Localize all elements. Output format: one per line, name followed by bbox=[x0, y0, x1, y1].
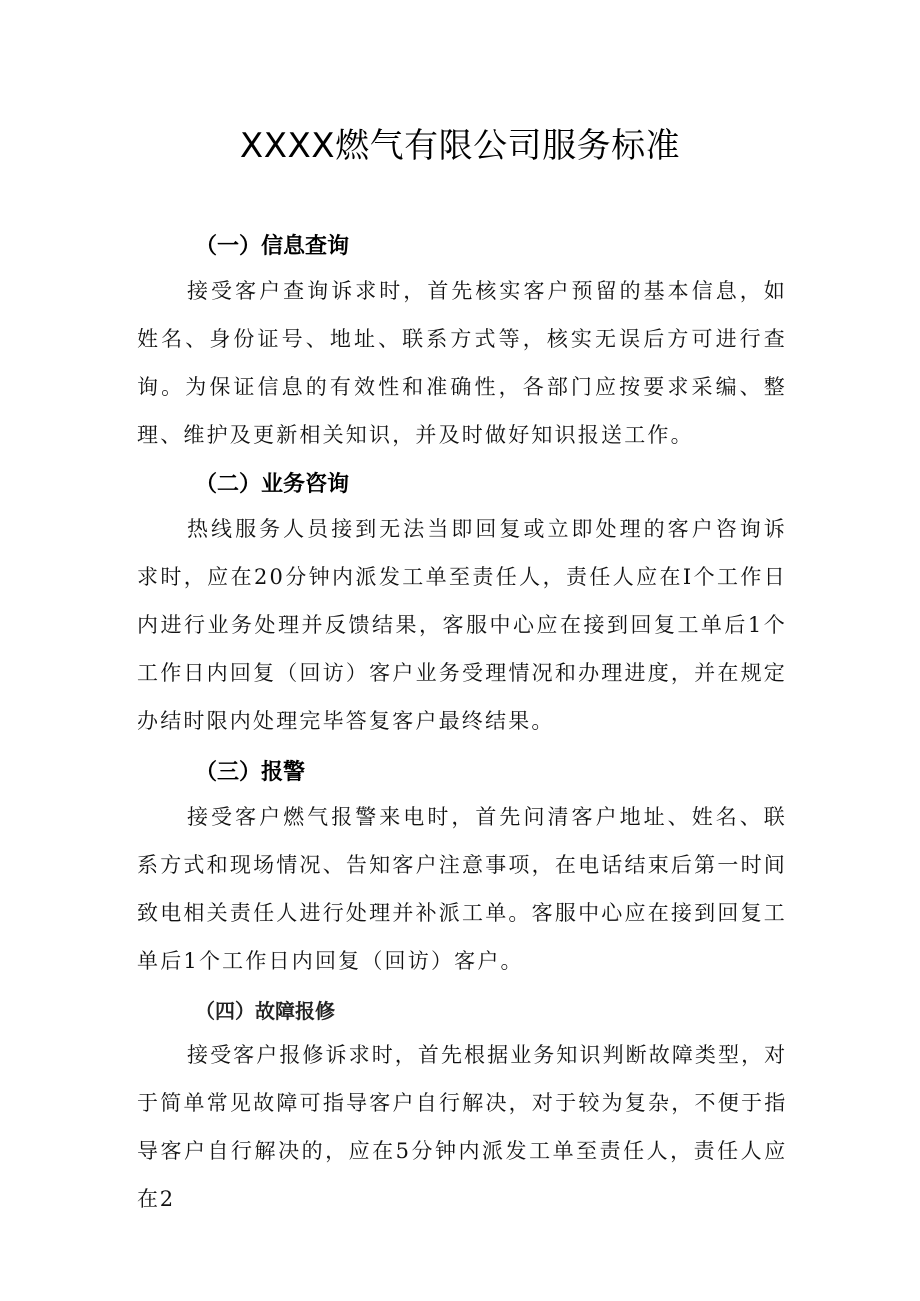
section-body-fault-repair: 接受客户报修诉求时，首先根据业务知识判断故障类型，对于简单常见故障可指导客户自行解决，对于较为复杂，不便于指导客户自行解决的，应在5分钟内派发工单至责任人，责任人应在2 bbox=[137, 1043, 787, 1211]
section-heading-info-query: （一）信息查询 bbox=[195, 234, 350, 259]
document-title: XXXX燃气有限公司服务标准 bbox=[239, 126, 681, 166]
section-body-business-consult: 热线服务人员接到无法当即回复或立即处理的客户咨询诉求时，应在20分钟内派发工单至责任人，责任人应在I个工作日内进行业务处理并反馈结果，客服中心应在接到回复工单后1个工作日内回复（回访）客户业务受理情况和办理进度，并在规定办结时限内处理完毕答复客户最终结果。 bbox=[137, 517, 787, 733]
section-heading-business-consult: （二）业务咨询 bbox=[195, 472, 350, 497]
section-body-alarm: 接受客户燃气报警来电时，首先问清客户地址、姓名、联系方式和现场情况、告知客户注意事项，在电话结束后第一时间致电相关责任人进行处理并补派工单。客服中心应在接到回复工单后1个工作日内回复（回访）客户。 bbox=[137, 805, 787, 973]
section-body-info-query: 接受客户查询诉求时，首先核实客户预留的基本信息，如姓名、身份证号、地址、联系方式等，核实无误后方可进行查询。为保证信息的有效性和准确性，各部门应按要求采编、整理、维护及更新相关知识，并及时做好知识报送工作。 bbox=[137, 279, 787, 447]
section-heading-alarm: （三）报警 bbox=[195, 760, 306, 785]
section-heading-fault-repair: （四）故障报修 bbox=[195, 999, 335, 1023]
